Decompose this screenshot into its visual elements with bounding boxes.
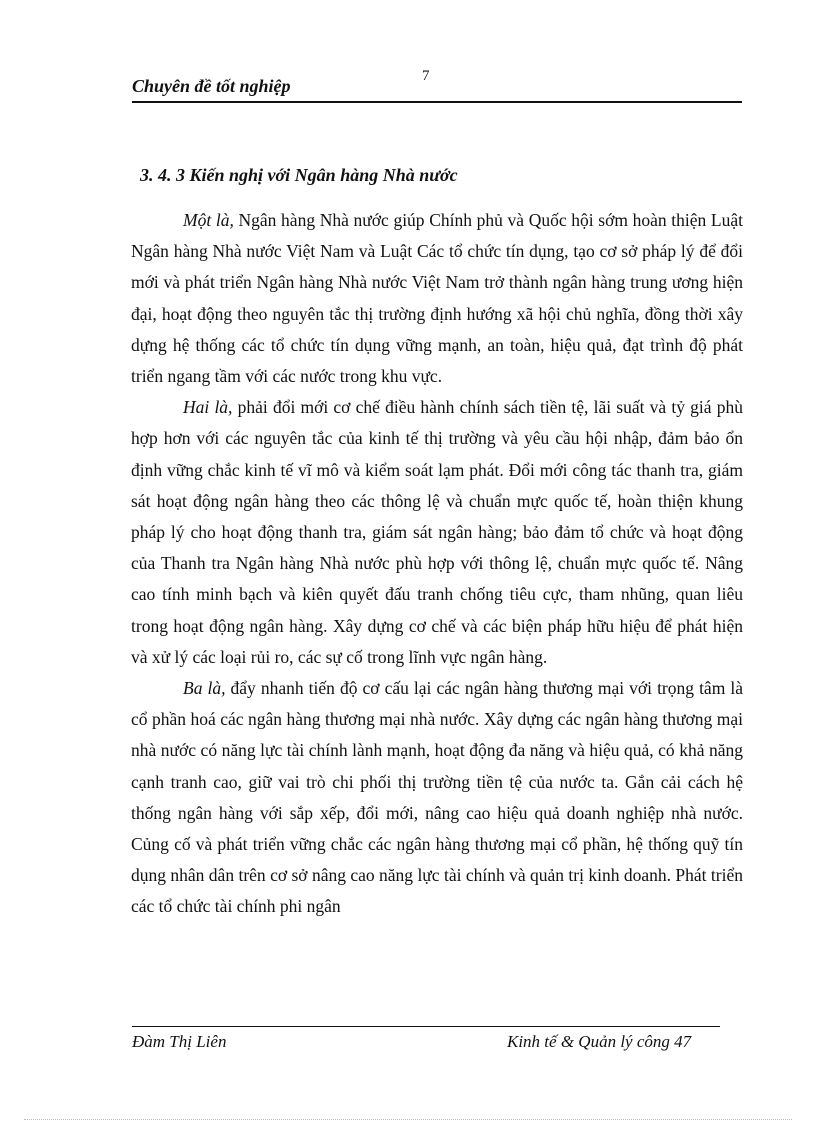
body-text xyxy=(131,205,743,923)
paragraph-lead: Hai là, xyxy=(183,397,233,418)
page-number: 7 xyxy=(422,68,430,84)
paragraph-3 xyxy=(131,673,743,923)
document-title: Chuyên đề tốt nghiệp xyxy=(132,76,291,96)
footer-author: Đàm Thị Liên xyxy=(132,1032,227,1051)
footer-class: Kinh tế & Quản lý công 47 xyxy=(507,1032,692,1051)
page-header xyxy=(132,68,742,102)
paragraph-text: đẩy nhanh tiến độ cơ cấu lại các ngân hàng thương mại với trọng tâm là cổ phần hoá các ngân hàng thương mại nhà nước. Xây dựng các ngân hàng thương mại nhà nước có năng lực tài chính lành mạnh, hoạt động đa năng và hiệu quả, có khả năng cạnh tranh cao, giữ vai trò chi phối thị trường tiền tệ của nước ta. Gắn cải cách hệ thống ngân hàng với sắp xếp, đổi mới, nâng cao hiệu quả doanh nghiệp nhà nước. Củng cố và phát triển vững chắc các ngân hàng thương mại cổ phần, hệ thống quỹ tín dụng nhân dân trên cơ sở nâng cao năng lực tài chính và quản trị kinh doanh. Phát triển các tổ chức tài chính phi ngân xyxy=(131,678,743,917)
footer-divider xyxy=(132,1026,720,1027)
paragraph-2 xyxy=(131,392,743,673)
paragraph-lead: Ba là, xyxy=(183,678,226,699)
header-divider xyxy=(132,101,742,103)
paragraph-lead: Một là, xyxy=(183,210,234,230)
paragraph-text: phải đổi mới cơ chế điều hành chính sách tiền tệ, lãi suất và tỷ giá phù hợp hơn với các nguyên tắc của kinh tế thị trường và yêu cầu hội nhập, đảm bảo ổn định vững chắc kinh tế vĩ mô và kiểm soát lạm phát. Đổi mới công tác thanh tra, giám sát hoạt động ngân hàng theo các thông lệ và chuẩn mực quốc tế, hoàn thiện khung pháp lý cho hoạt động thanh tra, giám sát ngân hàng; bảo đảm tổ chức và hoạt động của Thanh tra Ngân hàng Nhà nước phù hợp với thông lệ, chuẩn mực quốc tế. Nâng cao tính minh bạch và kiên quyết đấu tranh chống tiêu cực, tham nhũng, quan liêu trong hoạt động ngân hàng. Xây dựng cơ chế và các biện pháp hữu hiệu để phát hiện và xử lý các loại rủi ro, các sự cố trong lĩnh vực ngân hàng. xyxy=(131,397,743,667)
page-bottom-border xyxy=(24,1119,792,1120)
paragraph-text: Ngân hàng Nhà nước giúp Chính phủ và Quốc hội sớm hoàn thiện Luật Ngân hàng Nhà nước Việt Nam và Luật Các tổ chức tín dụng, tạo cơ sở pháp lý để đổi mới và phát triển Ngân hàng Nhà nước Việt Nam trở thành ngân hàng trung ương hiện đại, hoạt động theo nguyên tắc thị trường định hướng xã hội chủ nghĩa, đồng thời xây dựng hệ thống các tổ chức tín dụng vững mạnh, an toàn, hiệu quả, đạt trình độ phát triển ngang tầm với các nước trong khu vực. xyxy=(131,210,743,387)
section-heading: 3. 4. 3 Kiến nghị với Ngân hàng Nhà nước xyxy=(140,165,458,185)
paragraph-1 xyxy=(131,205,743,392)
